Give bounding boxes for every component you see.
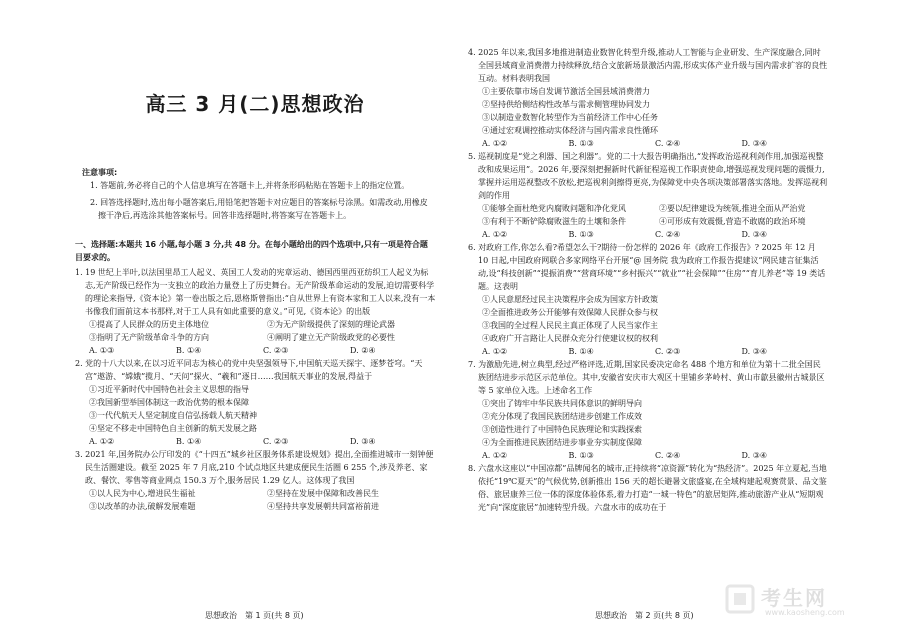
question-stem: 5. 巡视制度是“党之利器、国之利器”。党的二十大报告明确指出,“发挥政治巡视利剑作用,加强巡视整改和成果运用”。2026 年,要深刻把握新时代新征程巡视工作职责使命,增强巡视发现问题的震慑力,掌握并运用巡视整改不放松,把巡视利剑擦得更亮,为保障党中央各项决策部署落实落地。发挥巡视利剑的作用 bbox=[468, 152, 828, 200]
section-heading: 一、选择题:本题共 16 小题,每小题 3 分,共 48 分。在每小题给出的四个选项中,只有一项是符合题目要求的。 bbox=[75, 240, 428, 262]
option: ④通过宏观调控推动实体经济与国内需求良性循环 bbox=[482, 126, 658, 135]
question-1 bbox=[75, 266, 437, 357]
question-5 bbox=[468, 150, 828, 241]
question-4 bbox=[468, 46, 828, 150]
option: ③一代代航天人坚定制度自信弘扬载人航天精神 bbox=[89, 411, 257, 420]
question-stem: 8. 六盘水这座以“中国凉都”品牌闻名的城市,正持续将“凉资源”转化为“热经济”。2025 年立夏起,当地依托“19℃夏天”的气候优势,创新推出 156 天的超长避暑文旅盛宴,在全域构建起观赛赏景、品文鉴俗、旅居康养三位一体的深度体验体系,着力打造“一城一特色”的旅居矩阵,推动旅游产业从“短期观光”向“深度旅居”加速转型升级。六盘水市的成功在于 bbox=[468, 464, 827, 512]
answer-choice[interactable]: A. ①② bbox=[482, 230, 508, 239]
option: ①突出了铸牢中华民族共同体意识的鲜明导向 bbox=[482, 399, 642, 408]
question-stem: 2. 党的十八大以来,在以习近平同志为核心的党中央坚强领导下,中国航天巡天探宇、逐梦苍穹。“天宫”遨游、“嫦娥”揽月、“天问”探火、“羲和”逐日……我国航天事业的发展,得益于 bbox=[75, 359, 423, 381]
answer-choice[interactable]: D. ②④ bbox=[350, 346, 376, 355]
page-footer-right: 思想政治 第 2 页(共 8 页) bbox=[595, 611, 694, 620]
option: ①能够全面杜绝党内腐败问题和净化党风 bbox=[482, 204, 626, 213]
watermark-logo-icon bbox=[725, 584, 755, 614]
question-3 bbox=[75, 448, 437, 513]
option: ①主要依靠市场自发调节激活全国县域消费潜力 bbox=[482, 87, 650, 96]
answer-choice[interactable]: D. ③④ bbox=[741, 230, 768, 239]
question-6 bbox=[468, 241, 828, 358]
answer-choices bbox=[468, 137, 828, 150]
answer-choice[interactable]: C. ②④ bbox=[655, 230, 681, 239]
options bbox=[75, 383, 437, 435]
answer-choice[interactable]: C. ②④ bbox=[655, 451, 681, 460]
option: ①人民意愿经过民主决策程序会成为国家方针政策 bbox=[482, 295, 658, 304]
option: ④阐明了建立无产阶级政党的必要性 bbox=[267, 333, 395, 342]
answer-choice[interactable]: A. ①② bbox=[89, 437, 115, 446]
option: ④政府广开言路让人民群众充分行使建议权的权利 bbox=[482, 334, 658, 343]
question-7 bbox=[468, 358, 828, 462]
answer-choice[interactable]: A. ①② bbox=[482, 347, 508, 356]
notice-block bbox=[82, 166, 434, 222]
option: ②我国新型举国体制这一政治优势的根本保障 bbox=[89, 398, 249, 407]
question-stem: 1. 19 世纪上半叶,以法国里昂工人起义、英国工人发动的宪章运动、德国西里西亚纺织工人起义为标志,无产阶级已经作为一支独立的政治力量登上了历史舞台。无产阶级革命运动的发展,迫切需要科学的理论来指导,《资本论》第一卷出版之后,恩格斯曾指出:“自从世界上有资本家和工人以来,没有一本书像我们面前这本书那样,对于工人具有如此重要的意义。”可见,《资本论》的出版 bbox=[75, 268, 436, 316]
option: ①以人民为中心,增进民生福祉 bbox=[89, 489, 196, 498]
left-question-column bbox=[75, 266, 437, 513]
answer-choice[interactable]: B. ①③ bbox=[568, 230, 594, 239]
answer-choice[interactable]: C. ②④ bbox=[655, 139, 681, 148]
answer-choice[interactable]: D. ③④ bbox=[741, 139, 768, 148]
option: ③以制造业数智化转型作为当前经济工作中心任务 bbox=[482, 113, 658, 122]
options bbox=[468, 202, 828, 228]
options bbox=[468, 85, 828, 137]
options bbox=[75, 487, 437, 513]
options bbox=[468, 397, 828, 449]
watermark-text: 考生网 bbox=[761, 586, 827, 610]
option: ③有利于不断铲除腐败滋生的土壤和条件 bbox=[482, 217, 626, 226]
answer-choice[interactable]: C. ②③ bbox=[263, 346, 289, 355]
answer-choices bbox=[468, 345, 828, 358]
option: ①习近平新时代中国特色社会主义思想的指导 bbox=[89, 385, 249, 394]
answer-choice[interactable]: D. ③④ bbox=[350, 437, 376, 446]
answer-choices bbox=[468, 228, 828, 241]
option: ②要以纪律建设为统领,推进全面从严治党 bbox=[659, 204, 806, 213]
answer-choice[interactable]: A. ①③ bbox=[89, 346, 115, 355]
answer-choice[interactable]: D. ③④ bbox=[741, 451, 768, 460]
option: ②充分体现了我国民族团结进步创建工作成效 bbox=[482, 412, 642, 421]
answer-choice[interactable]: B. ①④ bbox=[176, 346, 202, 355]
option: ④可形成有效震慑,营造不敢腐的政治环境 bbox=[659, 217, 806, 226]
option: ③创造性进行了中国特色民族理论和实践探索 bbox=[482, 425, 642, 434]
watermark-url: www.kaosheng.com bbox=[765, 608, 845, 617]
right-question-column bbox=[468, 46, 828, 514]
option: ③指明了无产阶级革命斗争的方向 bbox=[89, 333, 209, 342]
option: ④为全面推进民族团结进步事业夯实制度保障 bbox=[482, 438, 642, 447]
answer-choices bbox=[75, 435, 437, 448]
option: ③我国的全过程人民民主真正体现了人民当家作主 bbox=[482, 321, 658, 330]
option: ①提高了人民群众的历史主体地位 bbox=[89, 320, 209, 329]
question-stem: 7. 为激励先进,树立典型,经过严格评选,近期,国家民委决定命名 488 个地方和单位为第十二批全国民族团结进步示范区示范单位。其中,安徽省安庆市大观区十里铺乡茅岭村、黄山市歙县徽州古城景区等 5 家单位入选。上述命名工作 bbox=[468, 360, 825, 395]
notice-item: 1. 答题前,务必将自己的个人信息填写在答题卡上,并将条形码粘贴在答题卡上的指定位置。 bbox=[90, 181, 410, 190]
answer-choice[interactable]: B. ①④ bbox=[568, 347, 594, 356]
option: ④坚持共享发展朝共同富裕前进 bbox=[267, 502, 379, 511]
options bbox=[75, 318, 437, 344]
answer-choices bbox=[75, 344, 437, 357]
watermark bbox=[725, 582, 885, 622]
option: ②为无产阶级提供了深刻的理论武器 bbox=[267, 320, 395, 329]
notice-item: 2. 回答选择题时,选出每小题答案后,用铅笔把答题卡对应题目的答案标号涂黑。如需改动,用橡皮擦干净后,再选涂其他答案标号。回答非选择题时,将答案写在答题卡上。 bbox=[90, 198, 428, 220]
option: ②坚持供给侧结构性改革与需求侧管理协同发力 bbox=[482, 100, 650, 109]
question-8 bbox=[468, 462, 828, 514]
option: ③以改革的办法,破解发展难题 bbox=[89, 502, 196, 511]
answer-choice[interactable]: B. ①③ bbox=[568, 139, 594, 148]
notice-heading: 注意事项: bbox=[82, 168, 118, 177]
answer-choice[interactable]: A. ①② bbox=[482, 139, 508, 148]
answer-choices bbox=[468, 449, 828, 462]
option: ④坚定不移走中国特色自主创新的航天发展之路 bbox=[89, 424, 257, 433]
answer-choice[interactable]: B. ①④ bbox=[176, 437, 202, 446]
answer-choice[interactable]: A. ①② bbox=[482, 451, 508, 460]
page-footer-left: 思想政治 第 1 页(共 8 页) bbox=[205, 611, 304, 620]
question-stem: 6. 对政府工作,你怎么看?希望怎么干?期待一份怎样的 2026 年《政府工作报告》? 2025 年 12 月 10 日起,中国政府网联合多家网络平台开展“@ 国务院 我为政府工作报告提建议”网民建言征集活动,设“科技创新”“提振消费”“营商环境”“乡村振兴”“就业”“社会保障”“住房”“育儿养老”等 19 类话题。这表明 bbox=[468, 243, 826, 291]
options bbox=[468, 293, 828, 345]
question-stem: 3. 2021 年,国务院办公厅印发的《“十四五”城乡社区服务体系建设规划》提出,全面推进城市一刻钟便民生活圈建设。截至 2025 年 7 月底,210 个试点地区共建成便民生活圈 6 255 个,涉及养老、家政、餐饮、零售等商业网点 150.3 万个,服务居民 1.29 亿人。这体现了我国 bbox=[75, 450, 434, 485]
option: ②坚持在发展中保障和改善民生 bbox=[267, 489, 379, 498]
question-stem: 4. 2025 年以来,我国多地推进制造业数智化转型升级,推动人工智能与企业研发、生产深度融合,同时全国县域商业消费潜力持续释放,结合文旅新场景激活内需,形成实体产业升级与国内需求扩容的良性互动。材料表明我国 bbox=[468, 48, 828, 83]
answer-choice[interactable]: B. ①③ bbox=[568, 451, 594, 460]
answer-choice[interactable]: C. ②③ bbox=[263, 437, 289, 446]
answer-choice[interactable]: D. ③④ bbox=[741, 347, 768, 356]
option: ②全面推进政务公开能够有效保障人民群众参与权 bbox=[482, 308, 658, 317]
answer-choice[interactable]: C. ②③ bbox=[655, 347, 681, 356]
exam-title: 高三 3 月(二)思想政治 bbox=[145, 92, 365, 116]
question-2 bbox=[75, 357, 437, 448]
